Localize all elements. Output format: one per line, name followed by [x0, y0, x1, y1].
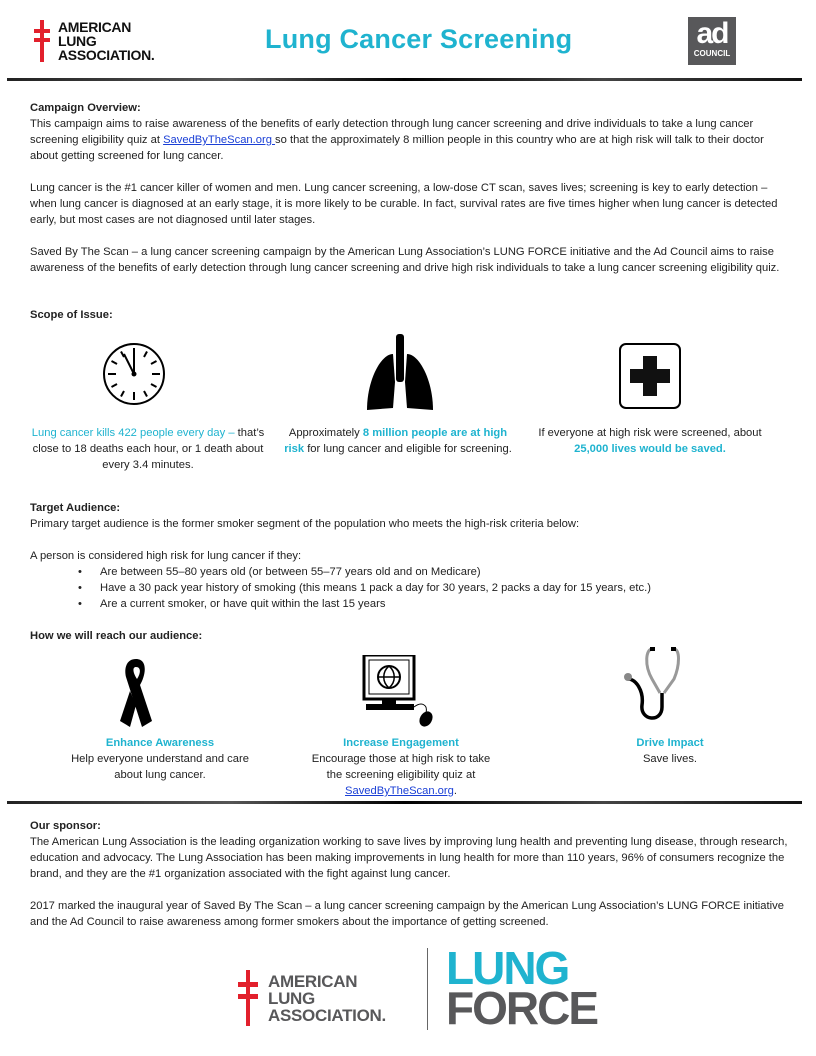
ala-cross-icon	[238, 970, 258, 1026]
clock-icon	[102, 342, 166, 406]
sponsor-paragraph-2: 2017 marked the inaugural year of Saved By The Scan – a lung cancer screening campaign by the American Lung Association’s LUNG FORCE initiative and the Ad Council to raise awareness among former smokers about the importance of getting screened.	[30, 900, 784, 928]
savedbythescan-link[interactable]: SavedByTheScan.org	[163, 134, 276, 146]
adcouncil-logo-top: ad	[696, 17, 728, 50]
audience-primary: Primary target audience is the former smoker segment of the population who meets the high-risk criteria below:	[30, 518, 580, 530]
criteria-intro: A person is considered high risk for lung cancer if they:	[30, 550, 302, 562]
overview-paragraph-2: Lung cancer is the #1 cancer killer of women and men. Lung cancer screening, a low-dose CT scan, saves lives; screening is key to early detection – when lung cancer is diagnosed at an early stage, it is more likely to be curable. In fact, survival rates are five times higher when lung cancer is detected early, but most cases are not diagnosed until later stages.	[30, 182, 778, 226]
lungforce-logo	[446, 942, 597, 1034]
sponsor-divider	[7, 801, 802, 804]
overview-paragraph-1: This campaign aims to raise awareness of the benefits of early detection through lung cancer screening and drive individuals to take a lung cancer screening eligibility quiz at SavedByTheScan.org so that the approximately 8 million people in this country who are at high risk will talk to their doctor about getting screened for lung cancer.	[30, 118, 764, 162]
ala-logo-line: AMERICAN	[268, 971, 358, 991]
criteria-item: • Are between 55–80 years old (or between 55–77 years old and on Medicare)	[78, 564, 790, 580]
ala-logo-footer	[238, 970, 386, 1026]
computer-icon	[362, 655, 438, 727]
section-heading: How we will reach our audience:	[30, 630, 203, 642]
reach-item-awareness: Enhance Awareness Help everyone understand and care about lung cancer.	[71, 737, 249, 781]
section-heading: Target Audience:	[30, 502, 121, 514]
lungforce-logo-top: LUNG	[446, 942, 569, 994]
section-heading: Scope of Issue:	[30, 309, 113, 321]
reach-item-impact: Drive Impact Save lives.	[636, 737, 704, 765]
criteria-list	[78, 564, 790, 612]
sponsor-section	[30, 818, 790, 930]
ala-logo-line: ASSOCIATION.	[58, 47, 155, 63]
target-audience-section	[30, 500, 790, 644]
page-title: Lung Cancer Screening	[265, 24, 573, 54]
ala-logo-header	[34, 20, 154, 62]
adcouncil-logo-bottom: COUNCIL	[693, 49, 731, 58]
criteria-item: • Are a current smoker, or have quit within the last 15 years	[78, 596, 790, 612]
savedbythescan-link[interactable]: SavedByTheScan.org	[345, 785, 454, 797]
ala-logo-line: LUNG	[58, 33, 97, 49]
scope-item-deaths: Lung cancer kills 422 people every day – that’s close to 18 deaths each hour, or 1 death about every 3.4 minutes.	[31, 427, 265, 471]
awareness-ribbon-icon	[116, 655, 156, 729]
scope-item-high-risk: Approximately 8 million people are at high risk for lung cancer and eligible for screening.	[284, 427, 512, 455]
ala-logo-line: ASSOCIATION.	[268, 1005, 386, 1025]
scope-item-lives-saved: If everyone at high risk were screened, about 25,000 lives would be saved.	[538, 427, 762, 455]
stethoscope-icon	[622, 645, 682, 723]
medical-cross-icon	[619, 343, 681, 409]
overview-paragraph-3: Saved By The Scan – a lung cancer screening campaign by the American Lung Association’s LUNG FORCE initiative and the Ad Council aims to raise awareness of the benefits of early detection through lung cancer screening and drive high risk individuals to take a lung cancer screening eligibility quiz.	[30, 246, 780, 274]
campaign-overview-section	[30, 100, 790, 276]
adcouncil-logo	[688, 17, 736, 65]
lungforce-logo-bottom: FORCE	[446, 982, 597, 1034]
ala-logo-line: LUNG	[268, 988, 315, 1008]
ala-logo-line: AMERICAN	[58, 19, 132, 35]
ala-cross-icon	[34, 20, 50, 62]
header-divider	[7, 78, 802, 81]
reach-item-engagement: Increase Engagement Encourage those at high risk to take the screening eligibility quiz at SavedByTheScan.org.	[311, 737, 491, 797]
lungs-icon	[363, 330, 437, 414]
section-heading: Our sponsor:	[30, 820, 101, 832]
criteria-item: • Have a 30 pack year history of smoking (this means 1 pack a day for 30 years, 2 packs a day for 15 years, etc.)	[78, 580, 790, 596]
footer-logo-divider	[427, 948, 428, 1030]
sponsor-paragraph-1: The American Lung Association is the leading organization working to save lives by improving lung health and preventing lung disease, through research, education and advocacy. The Lung Association has been making improvements in lung health for more than 110 years, 96% of consumers recognize the brand, and they are the #1 organization associated with the fight against lung cancer.	[30, 836, 788, 880]
section-heading: Campaign Overview:	[30, 102, 141, 114]
